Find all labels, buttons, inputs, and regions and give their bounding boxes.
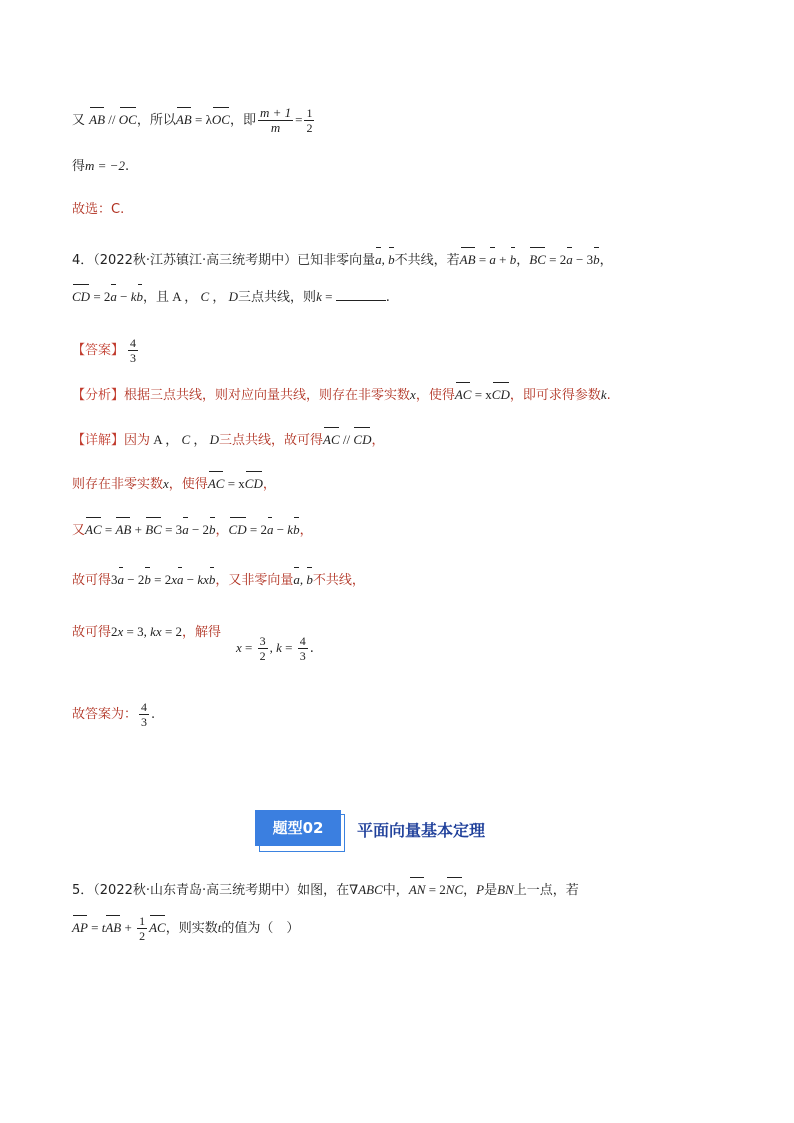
final-answer-line: 故答案为： $\frac{4}{3}$ . (72, 700, 156, 729)
question-5-line-2: AP = tAB + $\frac{1}{2}$ AC，则实数t的值为（ ） (72, 914, 300, 943)
analysis-line: 【分析】根据三点共线，则对应向量共线，则存在非零实数x，使得AC = xCD，即可求得参数k. (72, 387, 611, 403)
question-4: 4．（2022秋·江苏镇江·高三统考期中）已知非零向量a, b不共线，若AB = a + b，BC = 2a − 3b， (72, 252, 613, 268)
section-badge: 题型02 (255, 810, 341, 846)
question-5: 5．（2022秋·山东青岛·高三统考期中）如图，在∇ABC中，AN = 2NC，P是BN上一点，若 (72, 882, 579, 898)
detail-solve-line: 故可得2x = 3, kx = 2，解得 (72, 624, 222, 640)
detail-equation-line: 故可得3a − 2b = 2xa − kxb，又非零向量a, b不共线， (72, 572, 365, 588)
fraction: $\frac{m + 1}{m}$ (259, 105, 292, 135)
choice-line: 故选：C. (72, 202, 125, 217)
answer-line: 【答案】 $\frac{4}{3}$ (72, 336, 137, 365)
detail-sum-line: 又AC = AB + BC = 3a − 2b，CD = 2a − kb， (72, 522, 313, 538)
solution-line-result: 得m = −2. (72, 158, 130, 174)
answer-blank (336, 288, 386, 301)
solution-line-parallel: 又 AB // OC，所以AB = λOC，即 $\frac{m + 1}{m}$ = $\frac{1}{2}$ (72, 105, 313, 135)
detail-exist-line: 则存在非零实数x，使得AC = xCD， (72, 476, 276, 492)
section-title: 平面向量基本定理 (357, 821, 486, 840)
detail-solution-values: x = $\frac{3}{2}$ , k = $\frac{4}{3}$ . (236, 634, 314, 663)
question-4-line-2: CD = 2a − kb，且 A ， C ， D三点共线，则k = . (72, 289, 390, 305)
detail-line: 【详解】因为 A ， C ， D三点共线，故可得AC // CD， (72, 432, 385, 448)
